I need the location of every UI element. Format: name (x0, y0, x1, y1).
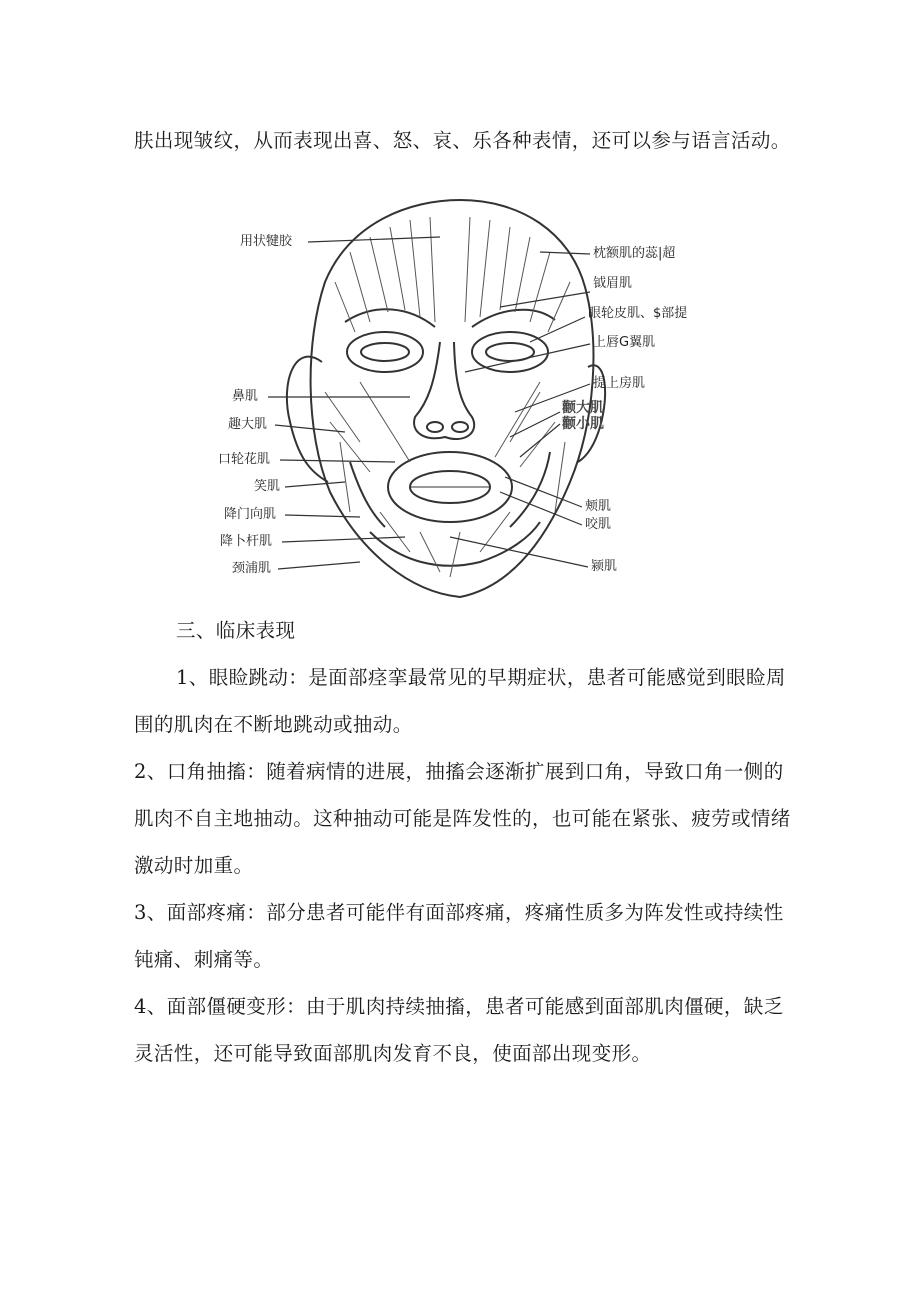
label-levator-labii-superioris: 提上房肌 (593, 376, 646, 391)
label-mentalis: 颍肌 (591, 559, 618, 574)
label-buccinator: 颊肌 (585, 499, 612, 514)
section-heading: 三、临床表现 (176, 619, 296, 642)
label-nasalis: 鼻肌 (232, 389, 259, 404)
item-mouth-spasm: 2、口角抽搐：随着病情的进展，抽搐会逐渐扩展到口角，导致口角一侧的肌肉不自主地抽动。这种抽动可能是阵发性的，也可能在紧张、疲劳或情绪激动时加重。 (134, 760, 791, 877)
label-zygomaticus-minor: 颧小肌 (562, 416, 604, 432)
label-masseter: 咬肌 (585, 517, 612, 532)
label-depressor-anguli-oris: 降门向肌 (224, 507, 277, 522)
item-facial-pain: 3、面部疼痛：部分患者可能伴有面部疼痛，疼痛性质多为阵发性或持续性钝痛、刺痛等。 (134, 901, 784, 971)
label-zygomaticus-major-left: 趣大肌 (228, 417, 268, 432)
label-corrugator: 钺眉肌 (593, 276, 633, 291)
label-orbicularis-oculi: 眼轮皮肌、$部提 (588, 306, 688, 321)
item-facial-stiffness: 4、面部僵硬变形：由于肌肉持续抽搐，患者可能感到面部肌肉僵硬，缺乏灵活性，还可能导致面部肌肉发育不良，使面部出现变形。 (134, 995, 784, 1065)
label-orbicularis-oris: 口轮花肌 (218, 452, 271, 467)
facial-muscles-diagram (210, 192, 710, 602)
label-galea-aponeurotica: 用状犍胶 (240, 234, 293, 249)
label-occipitofrontalis: 枕额肌的蕊|超 (593, 246, 676, 261)
item-eyelid-twitching: 1、眼睑跳动：是面部痉挛最常见的早期症状，患者可能感觉到眼睑周围的肌肉在不断地跳动或抽动。 (134, 666, 786, 736)
label-risorius: 笑肌 (254, 479, 281, 494)
label-platysma: 颈浦肌 (232, 561, 272, 576)
intro-paragraph: 肤出现皱纹，从而表现出喜、怒、哀、乐各种表情，还可以参与语言活动。 (134, 129, 791, 152)
label-zygomaticus-major: 颧大肌 (562, 400, 604, 416)
label-levator-labii-alaeque: 上唇G翼肌 (593, 335, 656, 350)
label-depressor-labii: 降卜杆肌 (220, 534, 273, 549)
